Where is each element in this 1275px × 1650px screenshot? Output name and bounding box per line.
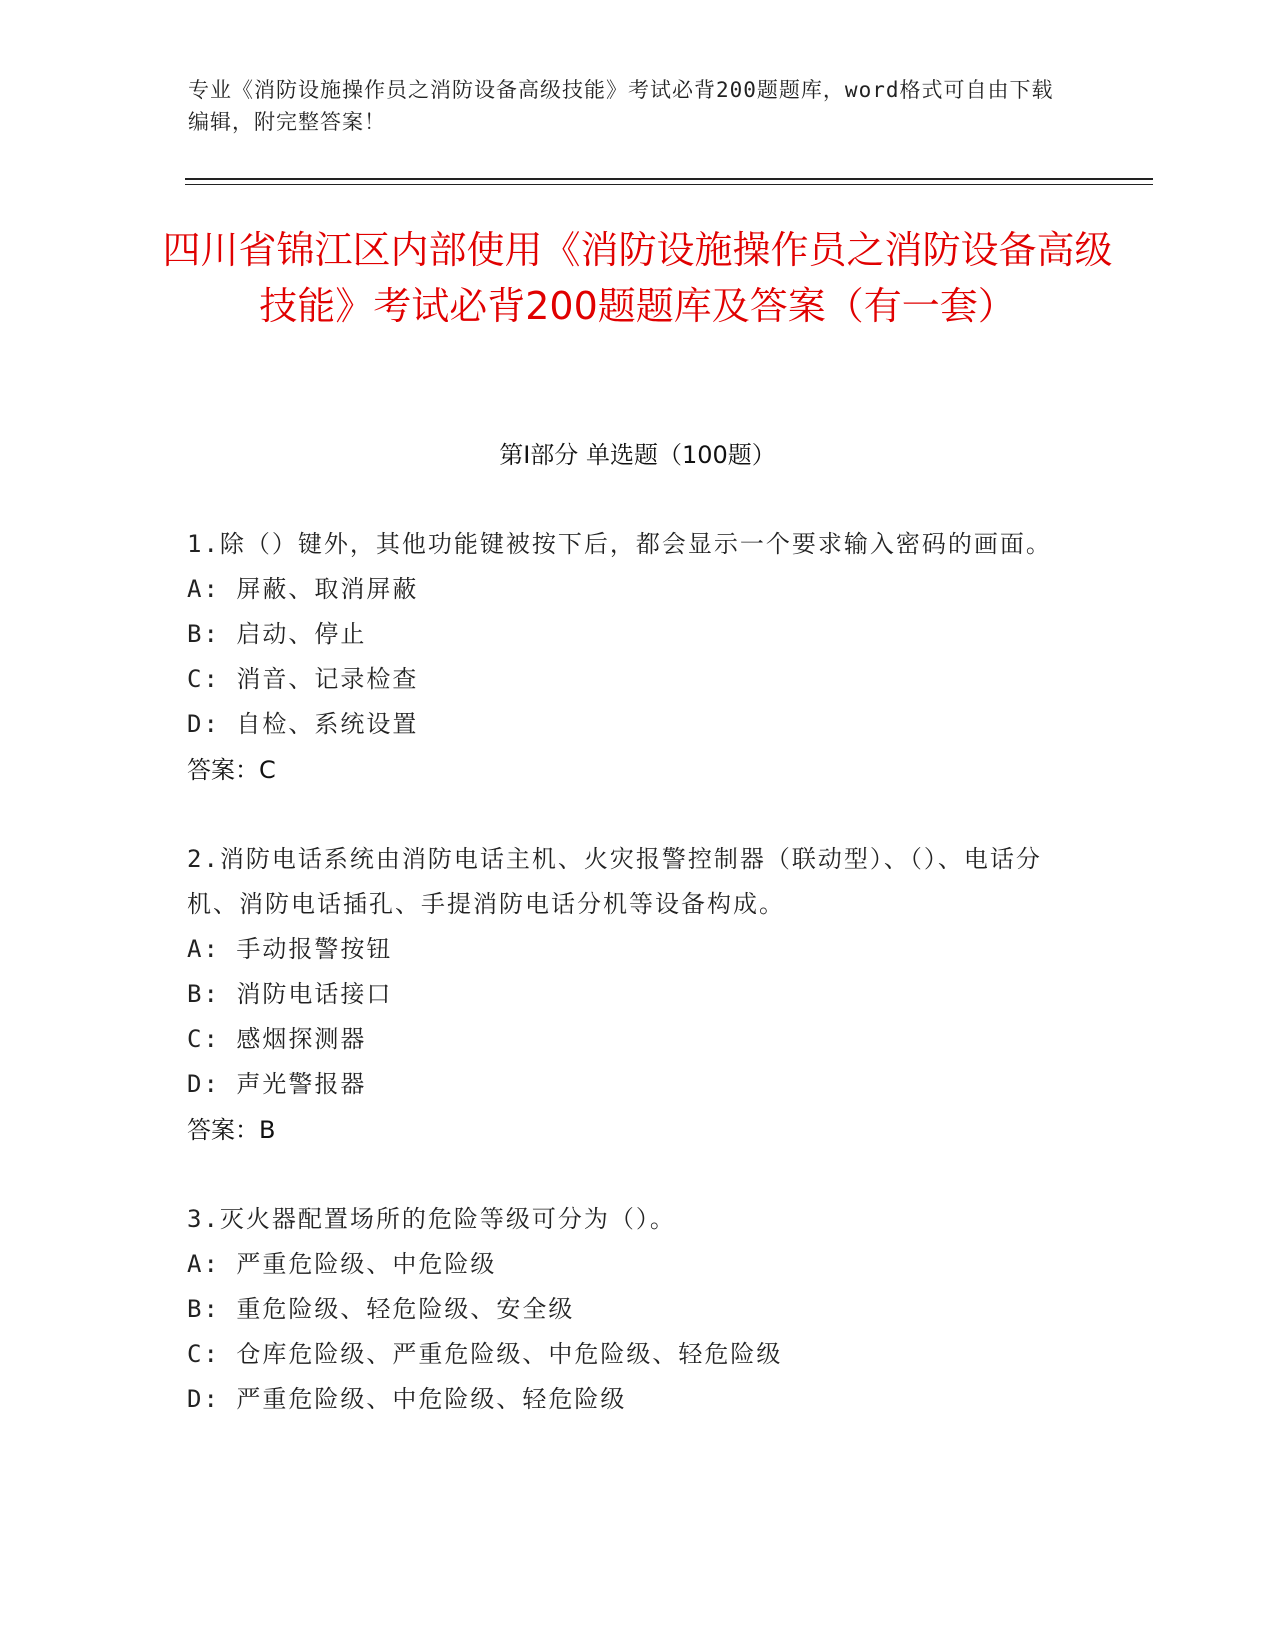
header-rule-thin xyxy=(185,184,1153,185)
option-c: C: 消音、记录检查 xyxy=(187,665,419,693)
section-heading: 第I部分 单选题（100题） xyxy=(499,441,776,469)
question-stem: 1.除（）键外，其他功能键被按下后，都会显示一个要求输入密码的画面。 xyxy=(187,530,1052,558)
document-title: 四川省锦江区内部使用《消防设施操作员之消防设备高级技能》考试必背200题题库及答案（有一套） xyxy=(162,228,1113,328)
option-d: D: 自检、系统设置 xyxy=(187,710,419,738)
option-c: C: 感烟探测器 xyxy=(187,1025,367,1053)
question-2 xyxy=(187,837,1067,1153)
header-rule-thick xyxy=(185,178,1153,180)
option-b: B: 启动、停止 xyxy=(187,620,367,648)
option-d: D: 声光警报器 xyxy=(187,1070,367,1098)
option-d: D: 严重危险级、中危险级、轻危险级 xyxy=(187,1385,627,1413)
question-1 xyxy=(187,522,1067,793)
header-note: 专业《消防设施操作员之消防设备高级技能》考试必背200题题库，word格式可自由下载编辑，附完整答案！ xyxy=(188,78,1054,134)
question-stem: 3.灭火器配置场所的危险等级可分为（）。 xyxy=(187,1205,676,1233)
option-a: A: 严重危险级、中危险级 xyxy=(187,1250,497,1278)
option-c: C: 仓库危险级、严重危险级、中危险级、轻危险级 xyxy=(187,1340,783,1368)
option-a: A: 手动报警按钮 xyxy=(187,935,393,963)
answer-label: 答案：C xyxy=(187,756,276,784)
question-list xyxy=(187,522,1067,1466)
option-b: B: 消防电话接口 xyxy=(187,980,393,1008)
option-a: A: 屏蔽、取消屏蔽 xyxy=(187,575,419,603)
question-stem: 2.消防电话系统由消防电话主机、火灾报警控制器（联动型）、（）、电话分机、消防电话插孔、手提消防电话分机等设备构成。 xyxy=(187,845,1042,918)
answer-label: 答案：B xyxy=(187,1116,276,1144)
option-b: B: 重危险级、轻危险级、安全级 xyxy=(187,1295,575,1323)
question-3 xyxy=(187,1197,1067,1422)
